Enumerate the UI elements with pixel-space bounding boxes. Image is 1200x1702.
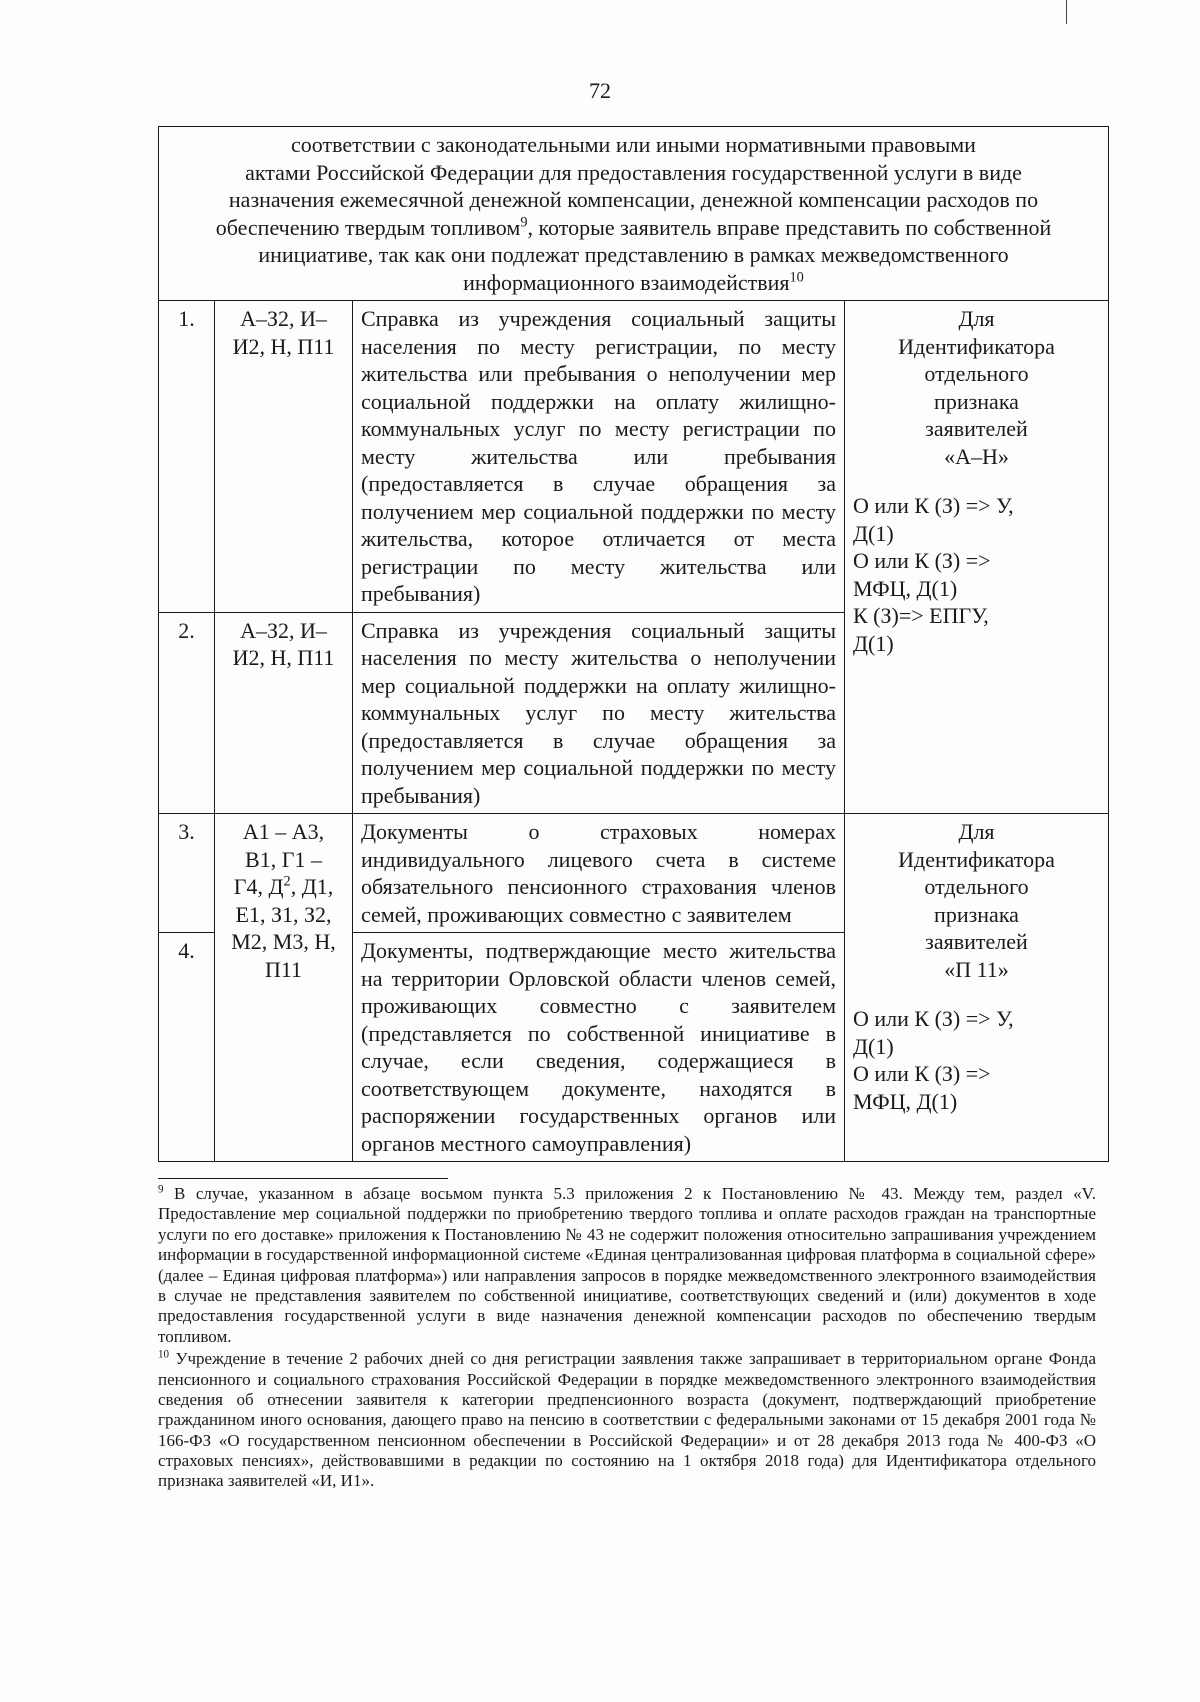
table-header-row [159,127,1109,301]
row-number: 2. [159,612,215,814]
ident-line: признака [934,388,1019,414]
ident-line: признака [934,901,1019,927]
option-line: Д(1) [853,1033,894,1059]
ident-line: Для [958,306,995,331]
footnote-mark: 10 [158,1348,170,1361]
table-row [159,814,1109,933]
ident-line: «П 11» [944,956,1009,982]
option-line: О или К (З) => [853,548,991,573]
codes-line: А–З2, И– [240,617,327,643]
header-line: обеспечению твердым топливом [215,214,521,240]
codes-line: А–З2, И– [240,306,327,331]
ident-line: отдельного [924,874,1029,899]
option-line: Д(1) [853,520,894,546]
footnotes [158,1184,1096,1494]
codes-superscript: 2 [283,873,291,890]
ident-line: Для [958,819,995,844]
codes-line: М2, М3, Н, [231,929,336,954]
page-number: 72 [589,78,611,103]
ident-line: «А–Н» [944,443,1009,469]
header-line: инициативе, так как они подлежат представлению в рамках межведомственного [258,242,1009,267]
header-line: назначения ежемесячной денежной компенсации, денежной компенсации расходов по [228,187,1039,212]
ident-line: заявителей [925,929,1028,954]
option-line: Д(1) [853,630,894,656]
codes-line: Е1, З1, З2, [235,901,332,927]
option-line: К (З)=> ЕПГУ, [853,603,989,628]
footnote-mark: 9 [158,1183,164,1196]
row-document-text: Документы, подтверждающие место жительства на территории Орловской области членов семей, проживающих совместно с заявителем (представляется по собственной инициативе в случае, если сведения, содержащиеся в соответствующем документе, находятся в распоряжении государственных органов или органов местного самоуправления) [353,933,845,1162]
table-row [159,301,1109,613]
ident-line: заявителей [925,416,1028,441]
header-line: соответствии с законодательными или иными нормативными правовыми [291,132,976,157]
option-line: МФЦ, Д(1) [853,1088,958,1114]
row-number: 3. [159,814,215,933]
footnote-10 [158,1349,1096,1492]
codes-line: , Д1, [290,874,334,899]
scan-edge-mark [1066,0,1067,24]
ident-line: Идентификатора [898,333,1055,359]
row-document-text: Документы о страховых номерах индивидуального лицевого счета в системе обязательного пенсионного страхования членов семей, проживающих совместно с заявителем [353,814,845,933]
identifier-cell-p11 [845,814,1109,1162]
codes-line: Г4, Д [233,874,284,899]
row-codes [215,612,353,814]
codes-line: П11 [264,956,303,982]
header-line: , которые заявитель вправе представить по собственной [527,214,1052,240]
footnote-9 [158,1184,1096,1347]
footnote-separator [158,1178,448,1179]
footnote-ref[interactable]: 10 [789,269,804,286]
option-line: О или К (З) => У, [853,1006,1014,1031]
documents-table [158,126,1109,1162]
row-number: 1. [159,301,215,613]
header-line: информационного взаимодействия [463,269,790,295]
row-document-text: Справка из учреждения социальный защиты населения по месту жительства о неполучении мер социальной поддержки на оплату жилищно-коммунальных услуг по месту жительства (предоставляется в случае обращения за получением мер социальной поддержки по месту пребывания) [353,612,845,814]
row-codes-merged [215,814,353,1162]
option-line: О или К (З) => [853,1061,991,1086]
footnote-text: Учреждение в течение 2 рабочих дней со дня регистрации заявления также запрашивает в территориальном органе Фонда пенсионного и социального страхования Российской Федерации в порядке межведомственного электронного взаимодействия сведения об отнесении заявителя к категории предпенсионного возраста (документ, подтверждающий приобретение гражданином иного основания, дающего право на пенсию в соответствии с федеральными законами от 15 декабря 2001 года № 166-ФЗ «О государственном пенсионном обеспечении в Российской Федерации» и от 28 декабря 2013 года № 400-ФЗ «О страховых пенсиях», действовавшими в редакции по состоянию на 1 октября 2018 года) для Идентификатора отдельного признака заявителей «И, И1». [158,1349,1096,1491]
identifier-cell-a-n [845,301,1109,814]
codes-line: И2, Н, П11 [232,645,335,670]
row-number: 4. [159,933,215,1162]
header-line: актами Российской Федерации для предоставления государственной услуги в виде [245,159,1022,185]
codes-line: А1 – А3, [242,819,325,844]
codes-line: В1, Г1 – [245,846,322,872]
option-line: О или К (З) => У, [853,493,1014,518]
row-codes [215,301,353,613]
codes-line: И2, Н, П11 [232,333,335,359]
footnote-text: В случае, указанном в абзаце восьмом пункта 5.3 приложения 2 к Постановлению № 43. Между тем, раздел «V. Предоставление мер социальной поддержки по приобретению твердого топлива и оплате расходов граждан на транспортные услуги по его доставке» приложения к Постановлению № 43 не содержит положения относительно запрашивания учреждением информации в государственной информационной системе «Единая централизованная цифровая платформа в социальной сфере» (далее – Единая цифровая платформа») или направления запросов в порядке межведомственного электронного взаимодействия в случае не представления заявителем по собственной инициативе, соответствующих сведений и (или) документов в ходе предоставления государственной услуги в виде назначения денежной компенсации расходов по обеспечению твердым топливом. [158,1184,1096,1346]
table-header-cell [159,127,1109,301]
footnote-ref[interactable]: 9 [520,214,528,231]
ident-line: Идентификатора [898,846,1055,872]
row-document-text: Справка из учреждения социальный защиты населения по месту регистрации, по месту жительства или пребывания о неполучении мер социальной поддержки на оплату жилищно-коммунальных услуг по месту регистрации по месту жительства или пребывания (предоставляется в случае обращения за получением мер социальной поддержки по месту жительства, которое отличается от места регистрации по месту жительства или пребывания) [353,301,845,613]
option-line: МФЦ, Д(1) [853,575,958,601]
ident-line: отдельного [924,361,1029,386]
